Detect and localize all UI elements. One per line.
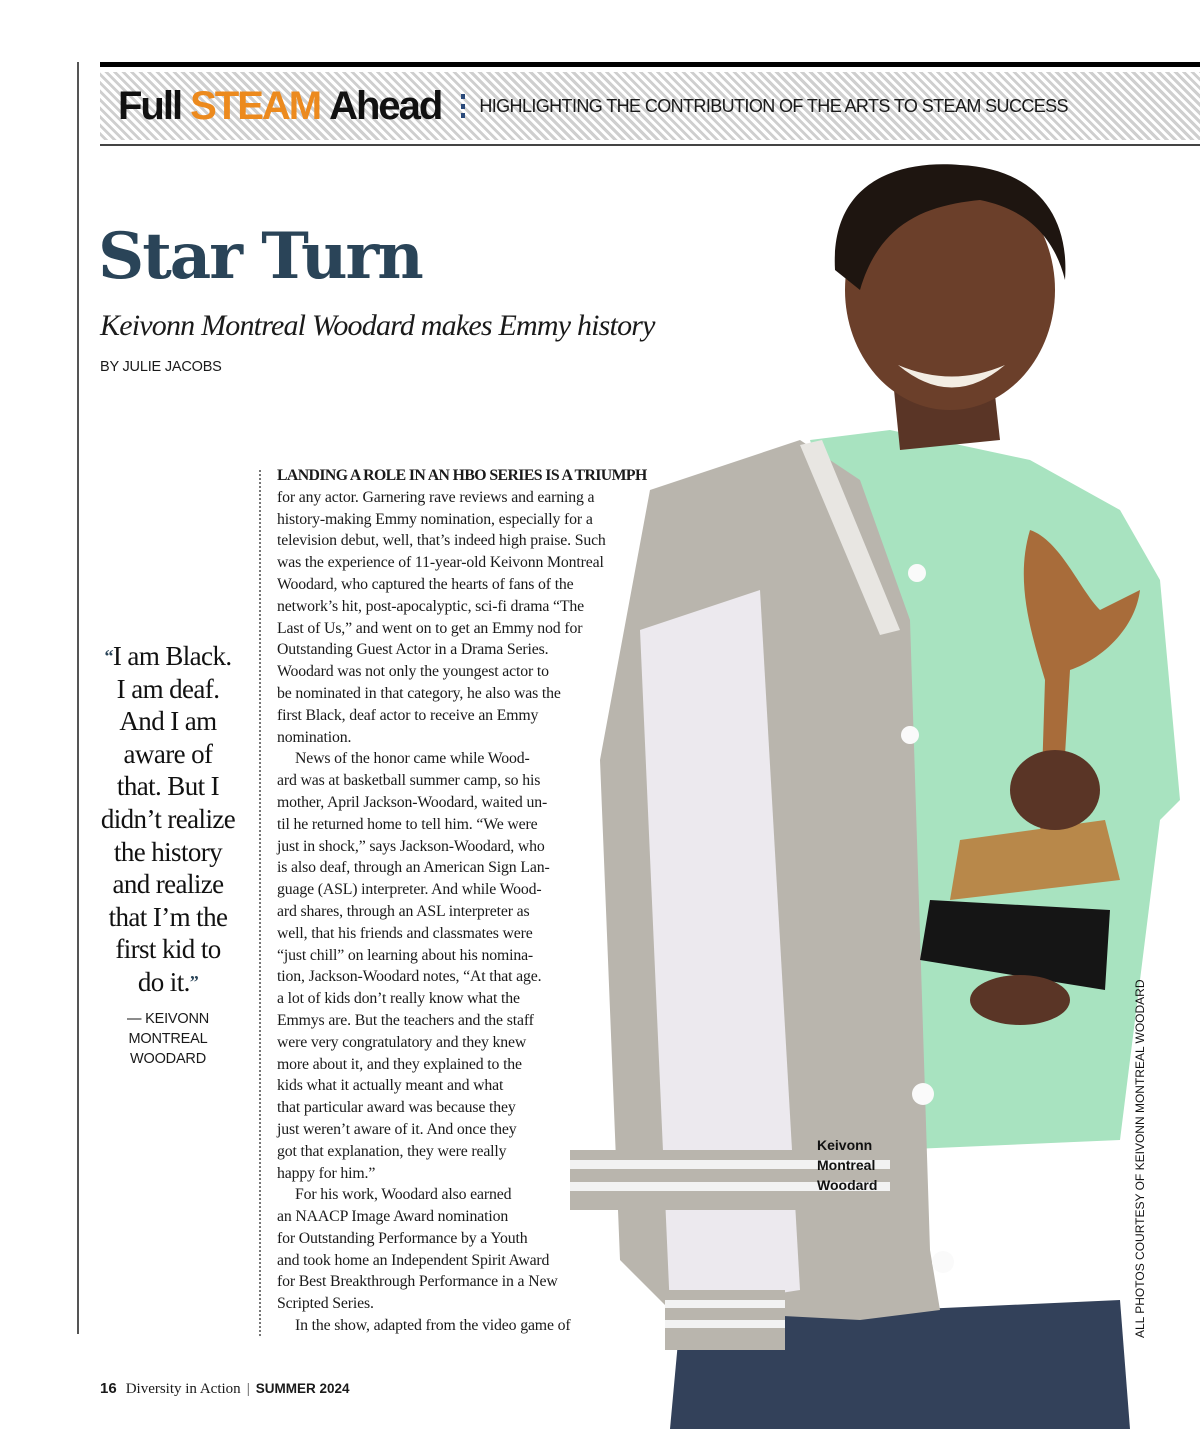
body-line: is also deaf, through an American Sign Lan- (277, 859, 550, 877)
body-line: ard shares, through an ASL interpreter as (277, 902, 530, 920)
body-line: kids what it actually meant and what (277, 1077, 504, 1095)
open-quote-icon: “ (104, 646, 113, 666)
pull-quote-text (82, 640, 254, 999)
body-line: “just chill” on learning about his nomina- (277, 946, 534, 964)
body-line: News of the honor came while Wood- (295, 750, 530, 768)
article-title: Star Turn (98, 219, 422, 294)
body-line: more about it, and they explained to the (277, 1055, 522, 1073)
pull-quote-line: And I am (119, 706, 217, 737)
body-line: got that explanation, they were really (277, 1142, 507, 1160)
body-line: For his work, Woodard also earned (295, 1186, 512, 1204)
left-margin-rule (77, 62, 79, 1334)
photo-caption (817, 1135, 877, 1195)
body-line: Last of Us,” and went on to get an Emmy nod for (277, 619, 583, 637)
body-line: well, that his friends and classmates were (277, 924, 533, 942)
kicker-word-steam: STEAM (190, 83, 321, 128)
pull-quote-line: and realize (112, 869, 224, 900)
body-line: for any actor. Garnering rave reviews and earning a (277, 488, 595, 506)
photo-cuff-stripe (665, 1300, 785, 1308)
body-line: Emmys are. But the teachers and the staff (277, 1011, 534, 1029)
body-line: network’s hit, post-apocalyptic, sci-fi drama “The (277, 597, 585, 615)
body-line: a lot of kids don’t really know what the (277, 990, 520, 1008)
pull-quote-line: didn’t realize (100, 803, 236, 834)
kicker-word-full: Full (118, 83, 182, 128)
section-kicker (118, 78, 1068, 134)
body-line: for Outstanding Performance by a Youth (277, 1229, 528, 1247)
article-dek: Keivonn Montreal Woodard makes Emmy history (100, 309, 655, 342)
body-line: til he returned home to tell him. “We were (277, 815, 538, 833)
body-line: television debut, well, that’s indeed high praise. Such (277, 532, 606, 550)
lead-in: LANDING A ROLE IN AN HBO SERIES IS A TRIUMPH (277, 467, 647, 484)
page-number: 16 (100, 1380, 117, 1397)
body-line: Woodard, who captured the hearts of fans of the (277, 575, 574, 593)
body-line: mother, April Jackson-Woodard, waited un- (277, 793, 548, 811)
caption-line: Woodard (817, 1177, 878, 1193)
body-line: Woodard was not only the youngest actor to (277, 663, 549, 681)
photo-snap-button (932, 1251, 954, 1273)
page-footer (100, 1380, 350, 1398)
body-line: just weren’t aware of it. And once they (277, 1120, 517, 1138)
body-line: for Best Breakthrough Performance in a New (277, 1273, 558, 1291)
header-top-rule (100, 62, 1200, 67)
body-line: Outstanding Guest Actor in a Drama Series. (277, 641, 549, 659)
attribution-line: — KEIVONN (127, 1010, 209, 1027)
publication-name: Diversity in Action (125, 1381, 241, 1397)
body-line: nomination. (277, 728, 352, 746)
pull-quote-line: first kid to (115, 934, 221, 965)
attribution-line: MONTREAL (128, 1030, 208, 1047)
body-line: be nominated in that category, he also was the (277, 684, 561, 702)
pull-quote-attribution (82, 1009, 254, 1069)
section-tagline: HIGHLIGHTING THE CONTRIBUTION OF THE ARTS TO STEAM SUCCESS (479, 95, 1068, 116)
body-line: an NAACP Image Award nomination (277, 1208, 509, 1226)
body-line: were very congratulatory and they knew (277, 1033, 527, 1051)
body-line: Scripted Series. (277, 1295, 374, 1313)
photo-cuff-stripe (665, 1320, 785, 1328)
photo-hand (1010, 750, 1100, 830)
photo-snap-button (908, 564, 926, 582)
footer-separator: | (246, 1381, 250, 1397)
body-line: was the experience of 11-year-old Keivonn Montreal (277, 554, 604, 572)
body-line: guage (ASL) interpreter. And while Wood- (277, 881, 542, 899)
photo-snap-button (901, 726, 919, 744)
pull-quote-line: do it. (137, 966, 190, 997)
kicker-word-ahead: Ahead (329, 83, 442, 128)
header-bottom-rule (100, 144, 1200, 146)
body-line: that particular award was because they (277, 1099, 516, 1117)
photo-hand (970, 975, 1070, 1025)
attribution-line: WOODARD (130, 1050, 206, 1067)
byline: BY JULIE JACOBS (100, 359, 222, 375)
issue-date: SUMMER 2024 (255, 1381, 350, 1396)
body-line: just in shock,” says Jackson-Woodard, who (277, 837, 545, 855)
body-line: tion, Jackson-Woodard notes, “At that age. (277, 968, 542, 986)
pull-quote-line: that. But I (116, 771, 220, 802)
pull-quote-line: that I’m the (108, 901, 228, 932)
pull-quote-line: I am deaf. (116, 673, 220, 704)
pull-quote (82, 640, 254, 1069)
caption-line: Montreal (817, 1157, 876, 1173)
column-dotted-rule (259, 470, 261, 1336)
body-line: and took home an Independent Spirit Award (277, 1251, 550, 1269)
article-body (277, 465, 677, 1337)
caption-line: Keivonn (817, 1137, 873, 1153)
body-line: history-making Emmy nomination, especially for a (277, 510, 593, 528)
pull-quote-line: aware of (123, 738, 213, 769)
dotted-separator-icon (461, 94, 465, 118)
photo-snap-button (912, 1083, 934, 1105)
pull-quote-line: the history (113, 836, 223, 867)
close-quote-icon: ” (189, 971, 199, 992)
pull-quote-line: I am Black. (112, 641, 232, 671)
photo-credit: ALL PHOTOS COURTESY OF KEIVONN MONTREAL WOODARD (1133, 979, 1147, 1338)
body-line: happy for him.” (277, 1164, 376, 1182)
body-line: ard was at basketball summer camp, so his (277, 772, 541, 790)
body-line: first Black, deaf actor to receive an Emmy (277, 706, 539, 724)
body-line: In the show, adapted from the video game of (295, 1317, 571, 1335)
